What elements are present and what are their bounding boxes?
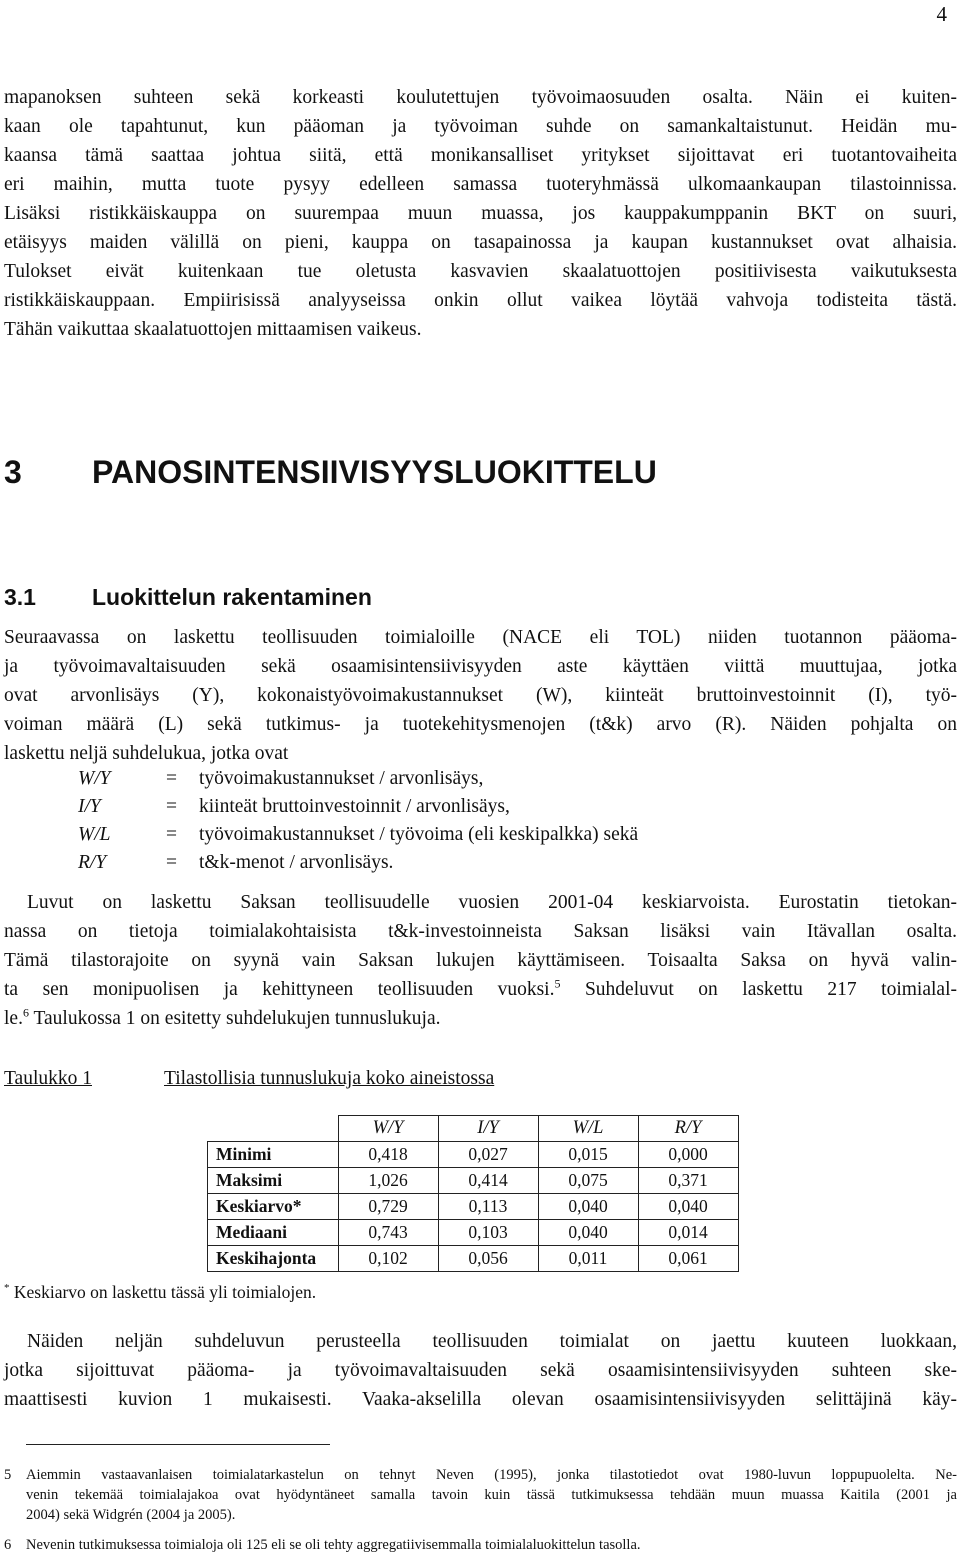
table-row bbox=[208, 1168, 739, 1194]
text-line: voiman määrä (L) sekä tutkimus- ja tuotekehitysmenojen (t&k) arvo (R). Näiden pohjalta on bbox=[4, 714, 957, 735]
footnote-ref[interactable]: 5 bbox=[554, 976, 561, 991]
text-line: mapanoksen suhteen sekä korkeasti koulutettujen työvoimaosuuden osalta. Näin ei kuiten- bbox=[4, 87, 957, 108]
text-line bbox=[4, 975, 957, 1004]
footnote-6 bbox=[4, 1535, 957, 1555]
equals-sign: = bbox=[166, 768, 177, 789]
footnote-line: Aiemmin vastaavanlaisen toimialatarkastelun on tehnyt Neven (1995), jonka tilastotiedot ovat 1980-luvun loppupuolelta. Ne- bbox=[26, 1467, 957, 1483]
page-number: 4 bbox=[936, 2, 947, 26]
intro-paragraph bbox=[4, 83, 957, 344]
equals-sign: = bbox=[166, 852, 177, 873]
chapter-number: 3 bbox=[4, 454, 22, 490]
ratio-row bbox=[78, 852, 638, 880]
table-cell: 0,418 bbox=[338, 1142, 438, 1168]
table-cell: 0,075 bbox=[538, 1168, 638, 1194]
footnote-number: 5 bbox=[4, 1467, 12, 1483]
table-row bbox=[208, 1194, 739, 1220]
footnote-text bbox=[26, 1465, 957, 1525]
column-header: I/Y bbox=[438, 1116, 538, 1142]
table-cell: 0,371 bbox=[638, 1168, 738, 1194]
footnote-text bbox=[26, 1535, 957, 1555]
note-text: Keskiarvo on laskettu tässä yli toimialojen. bbox=[9, 1282, 317, 1302]
table-cell: 0,056 bbox=[438, 1246, 538, 1272]
equals-sign: = bbox=[166, 824, 177, 845]
text-line: etäisyys maiden välillä on pieni, kauppa on tasapainossa ja kaupan kustannukset ovat alhaisia. bbox=[4, 232, 957, 253]
table-row bbox=[208, 1142, 739, 1168]
text-span: Suhdeluvut on laskettu 217 toimialal- bbox=[560, 979, 957, 1000]
ratio-definitions bbox=[78, 768, 638, 880]
table-cell: 0,061 bbox=[638, 1246, 738, 1272]
note-marker: * bbox=[4, 1282, 10, 1295]
text-line: Seuraavassa on laskettu teollisuuden toimialoille (NACE eli TOL) niiden tuotannon pääoma- bbox=[4, 627, 957, 648]
text-line: eri maihin, mutta tuote pysyy edelleen samassa tuoteryhmässä ulkomaankaupan tilastoinnissa. bbox=[4, 174, 957, 195]
text-line: maattisesti kuvion 1 mukaisesti. Vaaka-akselilla olevan osaamisintensiivisyyden selittäjinä käy- bbox=[4, 1389, 957, 1410]
table-cell: 0,040 bbox=[638, 1194, 738, 1220]
final-paragraph bbox=[4, 1327, 957, 1414]
text-line: Luvut on laskettu Saksan teollisuudelle vuosien 2001-04 keskiarvoista. Eurostatin tietokan- bbox=[27, 892, 957, 913]
ratio-definition: t&k-menot / arvonlisäys. bbox=[199, 852, 394, 873]
ratio-symbol: W/L bbox=[78, 824, 111, 845]
column-header: R/Y bbox=[638, 1116, 738, 1142]
text-line: Tulokset eivät kuitenkaan tue oletusta kasvavien skaalatuottojen positiivisesta vaikutuksesta bbox=[4, 261, 957, 282]
column-header: W/L bbox=[538, 1116, 638, 1142]
table-cell: 0,011 bbox=[538, 1246, 638, 1272]
ratio-row bbox=[78, 824, 638, 852]
section-number: 3.1 bbox=[4, 584, 36, 610]
table-cell: 0,113 bbox=[438, 1194, 538, 1220]
row-label: Mediaani bbox=[208, 1220, 339, 1246]
text-line: ristikkäiskauppaan. Empiirisissä analyyseissa onkin ollut vaikea löytää vahvoja todisteita tästä. bbox=[4, 290, 957, 311]
table-cell: 0,000 bbox=[638, 1142, 738, 1168]
text-line: ja työvoimavaltaisuuden sekä osaamisintensiivisyyden aste käyttäen viittä muuttujaa, jotka bbox=[4, 656, 957, 677]
table-cell: 0,040 bbox=[538, 1194, 638, 1220]
table-cell: 0,102 bbox=[338, 1246, 438, 1272]
table-cell: 0,027 bbox=[438, 1142, 538, 1168]
row-label: Maksimi bbox=[208, 1168, 339, 1194]
text-line: Tämä tilastorajoite on syynä vain Saksan lukujen käyttämiseen. Toisaalta Saksa on hyvä valin- bbox=[4, 950, 957, 971]
table-cell: 1,026 bbox=[338, 1168, 438, 1194]
text-line: ovat arvonlisäys (Y), kokonaistyövoimakustannukset (W), kiinteät bruttoinvestoinnit (I), työ- bbox=[4, 685, 957, 706]
table-title: Tilastollisia tunnuslukuja koko aineistossa bbox=[164, 1068, 495, 1089]
table-label: Taulukko 1 bbox=[4, 1068, 92, 1089]
row-label: Minimi bbox=[208, 1142, 339, 1168]
ratio-definition: työvoimakustannukset / arvonlisäys, bbox=[199, 768, 484, 789]
section-paragraph bbox=[4, 623, 957, 768]
table-cell: 0,729 bbox=[338, 1194, 438, 1220]
table-corner-cell bbox=[208, 1116, 339, 1142]
table-row bbox=[208, 1220, 739, 1246]
table-cell: 0,103 bbox=[438, 1220, 538, 1246]
ratio-symbol: R/Y bbox=[78, 852, 107, 873]
section-heading bbox=[4, 584, 372, 611]
text-line: Lisäksi ristikkäiskauppa on suurempaa muun muassa, jos kauppakumppanin BKT on suuri, bbox=[4, 203, 957, 224]
table-cell: 0,743 bbox=[338, 1220, 438, 1246]
table-cell: 0,015 bbox=[538, 1142, 638, 1168]
ratio-definition: kiinteät bruttoinvestoinnit / arvonlisäys, bbox=[199, 796, 510, 817]
ratio-symbol: I/Y bbox=[78, 796, 101, 817]
text-line: jotka sijoittuvat pääoma- ja työvoimavaltaisuuden sekä osaamisintensiivisyyden suhteen ske- bbox=[4, 1360, 957, 1381]
row-label: Keskiarvo* bbox=[208, 1194, 339, 1220]
text-line bbox=[4, 1004, 957, 1033]
text-line: kaan ole tapahtunut, kun pääoman ja työvoiman suhde on samankaltaistunut. Heidän mu- bbox=[4, 116, 957, 137]
table-cell: 0,414 bbox=[438, 1168, 538, 1194]
column-header: W/Y bbox=[338, 1116, 438, 1142]
table-header-row bbox=[208, 1116, 739, 1142]
ratio-row bbox=[78, 796, 638, 824]
text-line: Näiden neljän suhdeluvun perusteella teollisuuden toimialat on jaettu kuuteen luokkaan, bbox=[27, 1331, 957, 1352]
text-line: laskettu neljä suhdelukua, jotka ovat bbox=[4, 743, 289, 764]
text-line: Tähän vaikuttaa skaalatuottojen mittaamisen vaikeus. bbox=[4, 319, 422, 340]
table-cell: 0,014 bbox=[638, 1220, 738, 1246]
chapter-heading bbox=[4, 454, 657, 491]
equals-sign: = bbox=[166, 796, 177, 817]
chapter-title: PANOSINTENSIIVISYYSLUOKITTELU bbox=[92, 454, 657, 490]
statistics-table bbox=[207, 1115, 739, 1272]
footnote-line: Nevenin tutkimuksessa toimialoja oli 125 eli se oli tehty aggregatiivisemmalla toimialaluokittelun tasolla. bbox=[26, 1537, 641, 1553]
table-note bbox=[4, 1282, 316, 1303]
row-label: Keskihajonta bbox=[208, 1246, 339, 1272]
footnote-line: 2004) sekä Widgrén (2004 ja 2005). bbox=[26, 1507, 236, 1523]
section-title: Luokittelun rakentaminen bbox=[92, 584, 372, 610]
text-line: kaansa tämä saattaa johtua siitä, että monikansalliset yritykset sijoittavat eri tuotantovaiheita bbox=[4, 145, 957, 166]
footnote-divider bbox=[26, 1444, 330, 1445]
ratio-row bbox=[78, 768, 638, 796]
ratio-symbol: W/Y bbox=[78, 768, 111, 789]
text-span: le. bbox=[4, 1008, 23, 1029]
text-line: nassa on tietoja toimialakohtaisista t&k-investoinneista Saksan lisäksi vain Itävallan osalta. bbox=[4, 921, 957, 942]
text-span: Taulukossa 1 on esitetty suhdelukujen tunnuslukuja. bbox=[28, 1008, 441, 1029]
table-row bbox=[208, 1246, 739, 1272]
footnote-number: 6 bbox=[4, 1537, 12, 1553]
table-cell: 0,040 bbox=[538, 1220, 638, 1246]
footnote-5 bbox=[4, 1465, 957, 1525]
text-span: ta sen monipuolisen ja kehittyneen teollisuuden vuoksi. bbox=[4, 979, 555, 1000]
footnote-ref[interactable]: 6 bbox=[22, 1005, 29, 1020]
data-paragraph bbox=[4, 888, 957, 1033]
ratio-definition: työvoimakustannukset / työvoima (eli keskipalkka) sekä bbox=[199, 824, 639, 845]
footnote-line: venin tekemää toimialajakoa ovat hyödyntäneet samalla tavoin kuin tässä tutkimuksessa tehdään muun muassa Kaitila (2001 ja bbox=[26, 1487, 957, 1503]
